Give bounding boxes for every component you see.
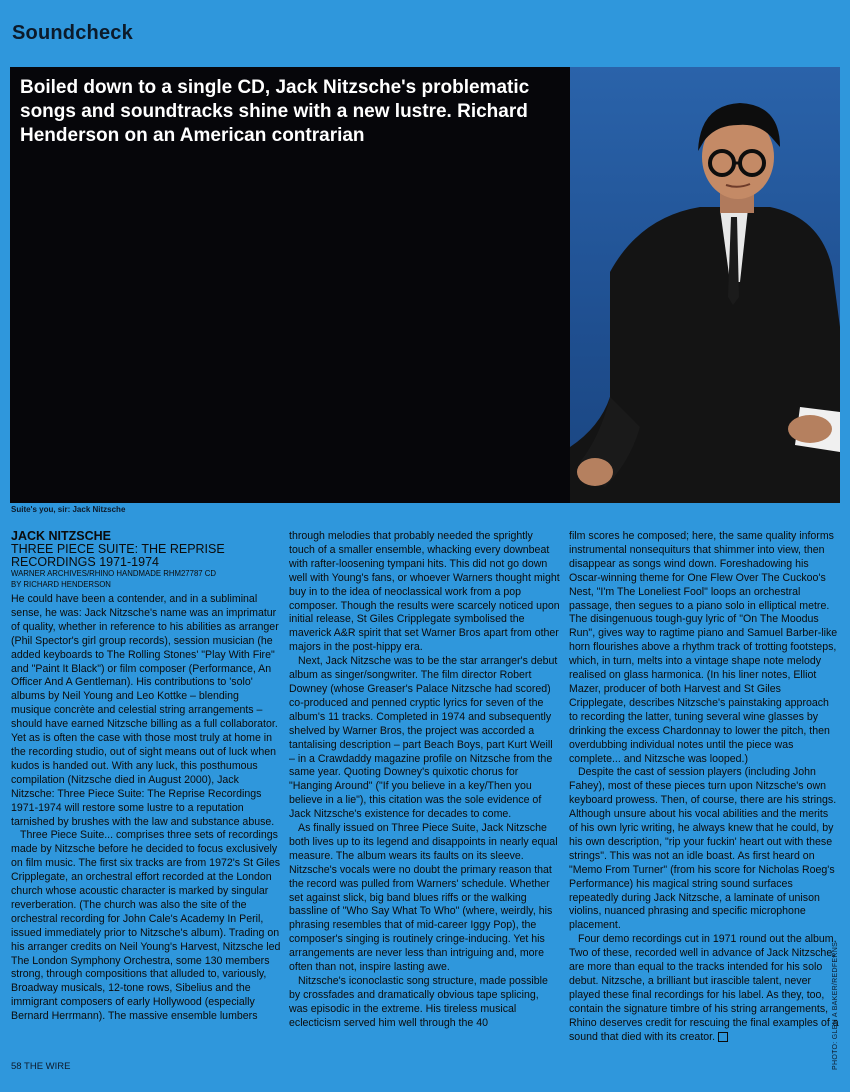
article-column-2	[289, 530, 560, 1031]
portrait-photo	[570, 67, 840, 503]
article-column-3	[569, 530, 839, 1045]
paragraph: Nitzsche's iconoclastic song structure, made possible by crossfades and dramatically obvious tape splicing, was episodic in the extreme. His tireless musical eclecticism served him well through the 40	[289, 975, 548, 1029]
feature-headline: Boiled down to a single CD, Jack Nitzsche's problematic songs and soundtracks shine with a new lustre. Richard Henderson on an American contrarian	[20, 77, 530, 146]
paragraph: film scores he composed; here, the same quality informs instrumental nonsequiturs that shimmer into view, then disappear as songs wind down. Foreshadowing his Oscar-winning theme for One Flew Over The Cuckoo's Nest, "I'm The Loneliest Fool" loops an orchestral passage, then segues to a piano solo in elliptical metre. The disingenuous tough-guy lyric of "On The Moodus Run", gives way to ragtime piano and Samuel Barber-like horn flourishes above a rhythm track of trotting footsteps, which, in turn, melts into a vintage shape note melody realised on glass harmonica. (In his liner notes, Elliot Mazer, producer of both Harvest and St Giles Cripplegate, describes Nitzsche's painstaking approach to recording the latter, tuning several wine glasses by drinking the excess Chardonnay to lower the pitch, then overdubbing individual notes until the piece was complete... and Nitzsche was looped.)	[569, 530, 838, 765]
review-byline: BY RICHARD HENDERSON	[11, 580, 111, 589]
photo-caption: Suite's you, sir: Jack Nitzsche	[11, 505, 126, 514]
review-artist: JACK NITZSCHE	[11, 529, 112, 543]
paragraph-text: Four demo recordings cut in 1971 round out the album. Two of these, recorded well in advance of Jack Nitzsche, are more than equal to the tracks intended for his solo debut. Nitzsche, a brilliant but irascible talent, never played these final recordings for his label. As they, too, contain the signature timbre of his string arrangements, Rhino deserves credit for rescuing the final examples of a sound that died with its creator.	[569, 933, 839, 1043]
photo-credit: PHOTO: GLEN A BAKER/REDFERNS	[832, 941, 839, 1070]
review-label: WARNER ARCHIVES/RHINO HANDMADE RHM27787 CD	[11, 569, 217, 578]
end-mark-icon	[718, 1032, 728, 1042]
section-title: Soundcheck	[12, 22, 133, 44]
paragraph: As finally issued on Three Piece Suite, Jack Nitzsche both lives up to its legend and disappoints in nearly equal measure. The album wears its faults on its sleeve. Nitzsche's vocals were no doubt the primary reason that the record was pulled from Warners' schedule. Whether set against slick, big band blues riffs or the walking bassline of "Who Say What To Who" (where, weirdly, his phrasing resembles that of mid-career Iggy Pop), the composer's singing is routinely cringe-inducing. Yet his arrangements are never less than intriguing and, more often than not, inspire lasting awe.	[289, 822, 558, 974]
review-header	[11, 530, 281, 590]
feature-hero	[10, 67, 840, 503]
page-footer: 58 THE WIRE	[11, 1061, 71, 1072]
paragraph: He could have been a contender, and in a subliminal sense, he was: Jack Nitzsche's name was an imprimatur of quality, whether in reference to his abilities as arranger (Phil Spector's girl group records), session musician (he added keyboards to The Rolling Stones' "Play With Fire" and "Paint It Black") or film composer (Performance, An Officer And A Gentleman). His contributions to 'solo' albums by Neil Young and Leo Kottke – blending musique concrète and celestial string arrangements – should have earned Nitzsche billing as a full collaborator. Yet as is often the case with those most truly at home in the recording studio, out of sight means out of luck when kudos is handed out. With any luck, this posthumous compilation (Nitzsche died in August 2000), Jack Nitzsche: Three Piece Suite: The Reprise Recordings 1971-1974 will restore some lustre to a reputation tarnished by brushes with the law and substance abuse.	[11, 593, 279, 828]
article-column-1	[11, 530, 281, 1024]
paragraph: Three Piece Suite... comprises three sets of recordings made by Nitzsche before he decided to focus exclusively on film music. The first six tracks are from 1972's St Giles Cripplegate, an orchestral effort recorded at the London church whose acoustic character is marked by singular reverberation. (The church was also the site of the orchestral recording for John Cale's Academy In Peril, issued immediately prior to Nitzsche's album). Trading on his arranger credits on Neil Young's Harvest, Nitzsche led The London Symphony Orchestra, some 130 members strong, through compositions that alluded to, variously, Broadway musicals, 12-tone rows, Sibelius and the immigrant composers of early Hollywood (especially Bernard Herrmann). The massive ensemble lumbers	[11, 829, 281, 1023]
paragraph-final	[569, 933, 839, 1044]
paragraph: through melodies that probably needed the sprightly touch of a smaller ensemble, whacking every downbeat with rafter-loosening tympani hits. This did not go down well with Young's fans, or whoever Warners thought might buy in to the idea of neoclassical work from a pop composer. Though the results were scarcely noticed upon initial release, St Giles Cripplegate symbolised the maverick A&R spirit that set Warner Bros apart from other majors in the post-hippy era.	[289, 530, 560, 654]
review-album: THREE PIECE SUITE: THE REPRISE RECORDINGS 1971-1974	[11, 542, 225, 569]
paragraph: Next, Jack Nitzsche was to be the star arranger's debut album as singer/songwriter. The film director Robert Downey (whose Greaser's Palace Nitzsche had scored) co-produced and penned cryptic lyrics for seven of the album's 11 tracks. Completed in 1974 and subsequently shelved by Warner Bros, the project was accorded a tantalising description – part Beach Boys, part Kurt Weill – in a Crawdaddy magazine profile on Nitzsche from the same year. Quoting Downey's quixotic chorus for "Hanging Around" ("If you believe in a key/Then you believe in a lie"), this citation was the sole evidence of Jack Nitzsche's existence for decades to come.	[289, 655, 558, 821]
paragraph: Despite the cast of session players (including John Fahey), most of these pieces turn upon Nitzsche's own keyboard prowess. Then, of course, there are his strings. Although unsure about his vocal abilities and the merits of his own lyric writing, he always knew that he could, by his own description, "rip your fuckin' heart out with these strings". This was not an idle boast. As first heard on "Memo From Turner" (from his score for Nicholas Roeg's Performance) his magical string sound surfaces repeatedly during Jack Nitzsche, a laminate of unison violins, nuanced phrasing and specific microphone placement.	[569, 766, 837, 932]
portrait-illustration	[570, 67, 840, 503]
